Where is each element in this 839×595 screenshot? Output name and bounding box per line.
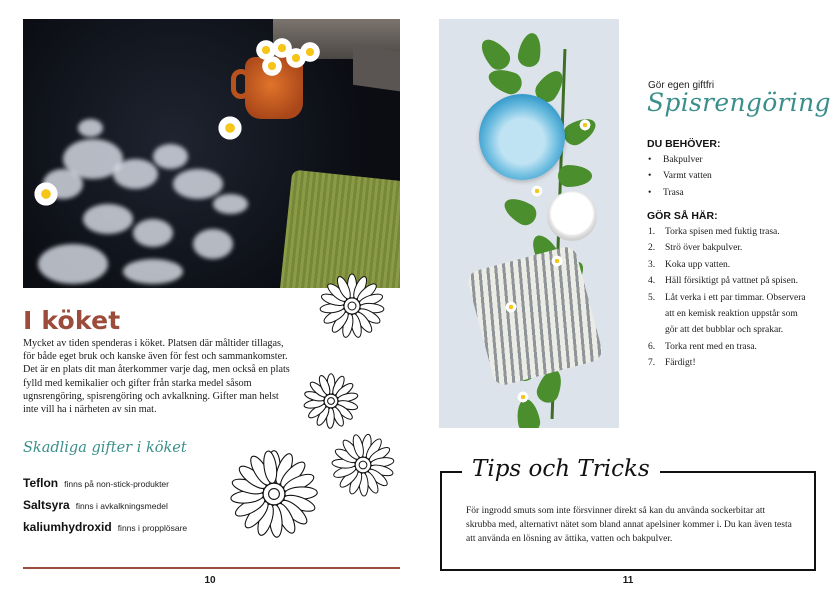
step-text: Strö över bakpulver. bbox=[665, 243, 743, 254]
daisy-illustration-icon bbox=[318, 272, 386, 340]
toxin-item-teflon bbox=[23, 474, 169, 492]
page-number: 10 bbox=[204, 575, 216, 586]
toxin-name: Teflon bbox=[23, 476, 59, 490]
list-item: 5. Låt verka i ett par timmar. Observera att en kemisk reaktion uppstår som gör att det bubblar och sprakar. bbox=[648, 292, 806, 336]
harmful-toxins-heading: Skadliga gifter i köket bbox=[23, 440, 187, 456]
toxin-desc: finns i propplösare bbox=[117, 523, 188, 533]
need-item: Bakpulver bbox=[663, 155, 703, 165]
toxin-desc: finns i avkalkningsmedel bbox=[75, 501, 168, 511]
daisy-illustration-icon bbox=[302, 372, 360, 430]
daisy-illustration-icon bbox=[330, 432, 396, 498]
recipe-title: Spisrengöring bbox=[647, 88, 831, 117]
toxin-name: Saltsyra bbox=[23, 498, 70, 512]
list-item: 1. Torka spisen med fuktig trasa. bbox=[648, 227, 780, 237]
kitchen-counter-photo bbox=[23, 19, 400, 288]
page-number: 11 bbox=[622, 575, 634, 586]
need-item: Trasa bbox=[663, 187, 684, 198]
recipe-kicker: Gör egen giftfri bbox=[648, 80, 715, 91]
toxin-desc: finns på non-stick-produkter bbox=[64, 479, 169, 489]
toxin-name: kaliumhydroxid bbox=[23, 520, 112, 534]
daisy-illustration-icon bbox=[228, 448, 320, 540]
step-text: Koka upp vatten. bbox=[665, 259, 731, 270]
step-text: Häll försiktigt på vattnet på spisen. bbox=[665, 276, 798, 287]
needs-heading: DU BEHÖVER: bbox=[647, 138, 721, 150]
footer-divider bbox=[23, 567, 400, 569]
list-item: • Bakpulver bbox=[648, 155, 703, 165]
list-item: 6. Torka rent med en trasa. bbox=[648, 341, 757, 352]
cleaning-ingredients-photo bbox=[439, 19, 619, 428]
steps-list bbox=[648, 224, 808, 372]
list-item: 4. Häll försiktigt på vattnet på spisen. bbox=[648, 276, 798, 287]
step-text: Torka rent med en trasa. bbox=[665, 341, 757, 352]
step-text: Färdigt! bbox=[665, 358, 696, 369]
page-title: I köket bbox=[23, 306, 121, 335]
step-text: Låt verka i ett par timmar. Observera att en kemisk reaktion uppstår som gör att det bubblar och sprakar. bbox=[665, 292, 806, 336]
toxin-item-saltsyra bbox=[23, 496, 168, 514]
list-item: • Varmt vatten bbox=[648, 171, 712, 182]
tips-text: För ingrodd smuts som inte försvinner direkt så kan du använda sockerbitar att skrubba med, alternativt nätet som bland annat apelsiner kommer i. Du kan även testa att använda en lösning av ättika, vatten och bakpulver. bbox=[466, 506, 792, 544]
needs-list bbox=[648, 152, 712, 201]
list-item: • Trasa bbox=[648, 187, 684, 198]
steps-heading: GÖR SÅ HÄR: bbox=[647, 210, 718, 222]
tips-title: Tips och Tricks bbox=[462, 456, 660, 482]
need-item: Varmt vatten bbox=[663, 171, 712, 182]
list-item: 2. Strö över bakpulver. bbox=[648, 243, 743, 254]
toxin-item-kaliumhydroxid bbox=[23, 518, 187, 536]
intro-paragraph: Mycket av tiden spenderas i köket. Platsen där måltider tillagas, för både eget bruk och kanske även för fest och sammankomster. Det är en plats dit man återkommer varje dag, men också en plats fylld med kemikalier och gifter från starka medel såsom ugnsrengöring, spisrengöring och avkalkning. Gifter man helst inte vill ha i närheten av sin mat. bbox=[23, 338, 290, 416]
step-text: Torka spisen med fuktig trasa. bbox=[665, 227, 780, 237]
list-item: 7. Färdigt! bbox=[648, 358, 696, 369]
list-item: 3. Koka upp vatten. bbox=[648, 259, 731, 270]
